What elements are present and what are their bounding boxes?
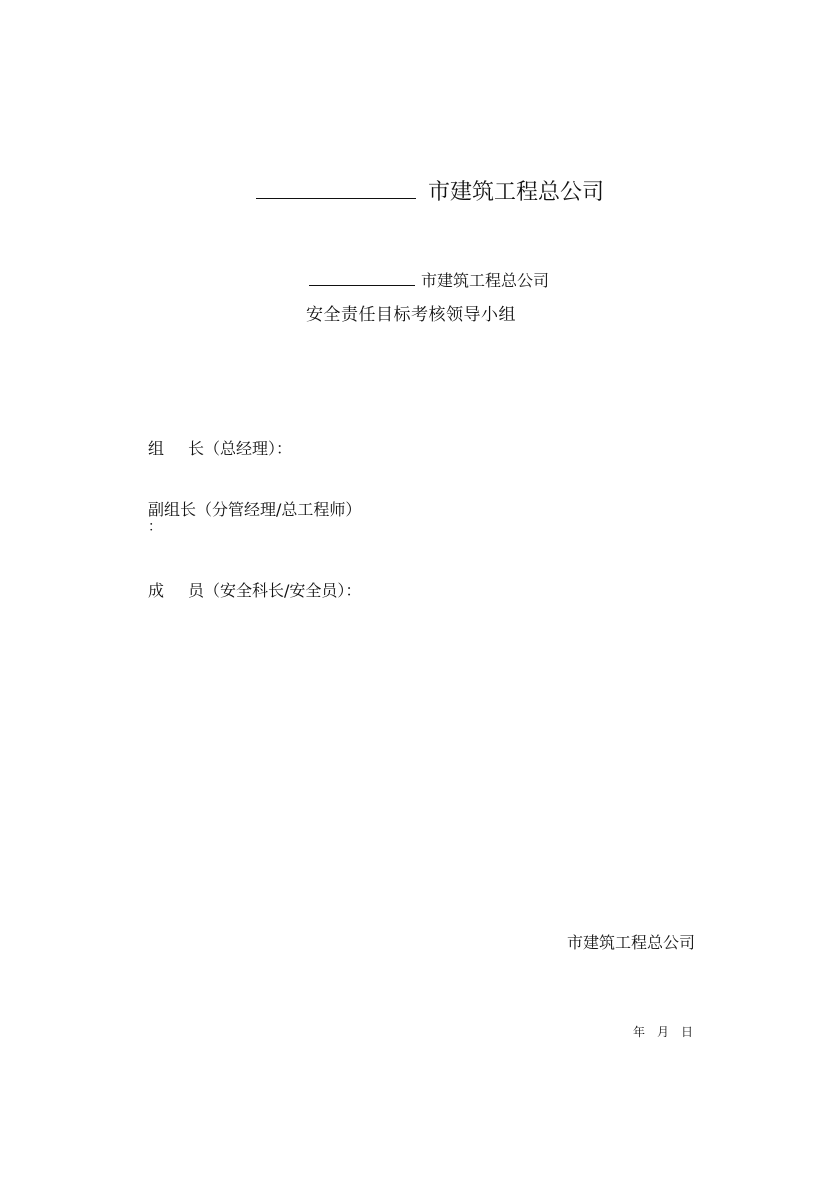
sub-org-blank	[309, 265, 415, 286]
header-org-name: 市建筑工程总公司	[428, 180, 605, 205]
date-day: 日	[681, 1025, 694, 1039]
date-month: 月	[657, 1025, 670, 1039]
deputy-colon: ：	[148, 519, 162, 535]
leader-label-b: 长（总经理）：	[188, 439, 293, 458]
sub-org-name: 市建筑工程总公司	[421, 271, 550, 290]
sub-org-line	[309, 265, 549, 293]
group-title: 安全责任目标考核领导小组	[306, 305, 516, 325]
members-row	[148, 579, 361, 603]
footer-date	[633, 1024, 705, 1040]
leader-label-a: 组	[148, 439, 165, 458]
date-year: 年	[633, 1025, 646, 1039]
member-label-a: 成	[148, 581, 165, 600]
footer-org-name: 市建筑工程总公司	[567, 933, 696, 952]
company-name-blank	[256, 172, 416, 199]
document-header	[256, 172, 604, 208]
leader-row	[148, 437, 292, 461]
member-label-b: 员（安全科长/安全员）：	[188, 581, 362, 600]
deputy-row: 副组长（分管经理/总工程师）	[148, 500, 362, 519]
